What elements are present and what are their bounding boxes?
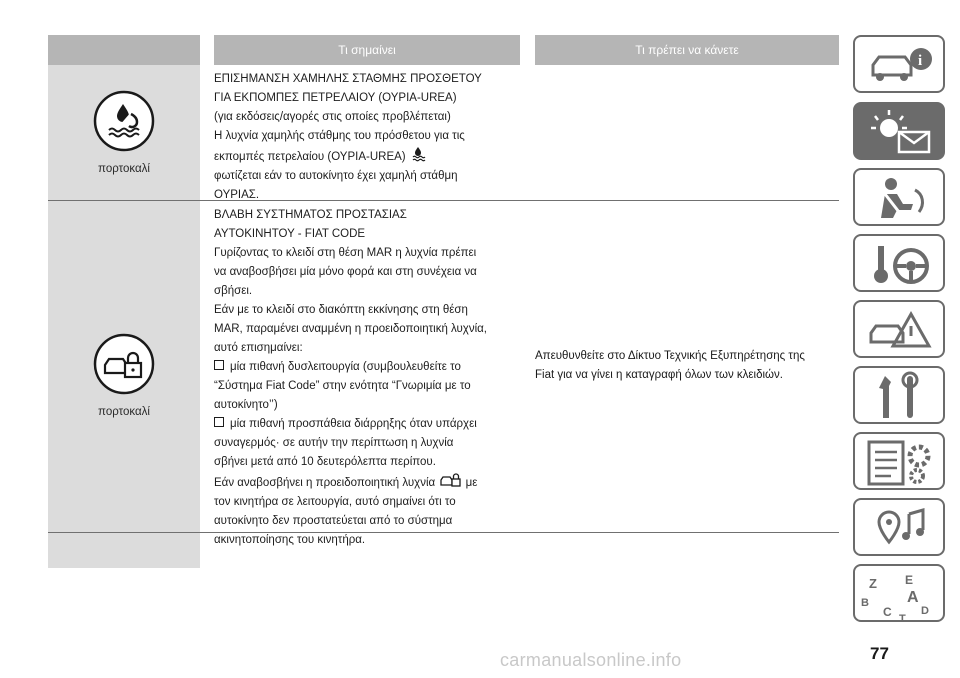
wrench-icon bbox=[855, 368, 947, 426]
row1-line7: ΟΥΡΙΑΣ. bbox=[214, 189, 260, 201]
header-meaning: Τι σημαίνει bbox=[214, 35, 520, 65]
car-info-tab[interactable] bbox=[853, 35, 945, 93]
row2-line14: σβήνει μετά από 10 δευτερόλεπτα περίπου. bbox=[214, 456, 436, 468]
svg-text:E: E bbox=[905, 573, 914, 587]
checkbox-bullet-icon bbox=[214, 417, 224, 427]
row2-line11: αυτοκίνητο’’) bbox=[214, 399, 278, 411]
row2-line4: να αναβοσβήσει μία μόνο φορά και στη συνέχεια να bbox=[214, 266, 477, 278]
svg-text:Z: Z bbox=[869, 576, 877, 591]
row1-color-label: πορτοκαλί bbox=[98, 163, 150, 175]
row2-action-text bbox=[535, 347, 845, 385]
key-steering-wheel-icon bbox=[855, 236, 947, 294]
satnav-music-icon bbox=[855, 500, 947, 558]
warning-lights-tab[interactable] bbox=[853, 102, 945, 160]
row2-line15: Εάν αναβοσβήνει η προειδοποιητική λυχνία με bbox=[214, 472, 524, 493]
seatbelt-airbag-icon bbox=[855, 170, 947, 228]
watermark: carmanualsonline.info bbox=[500, 650, 682, 670]
fuel-additive-inline-icon bbox=[411, 146, 427, 162]
warning-lights-message-icon bbox=[855, 104, 947, 162]
bullet-item-2: μία πιθανή προσπάθεια διάρρηξης όταν υπάρχει bbox=[214, 415, 524, 434]
row1-title-line1: ΕΠΙΣΗΜΑΝΣΗ ΧΑΜΗΛΗΣ ΣΤΑΘΜΗΣ ΠΡΟΣΘΕΤΟΥ bbox=[214, 73, 482, 85]
alphabet-index-icon bbox=[855, 566, 947, 624]
header-icon-column bbox=[48, 35, 200, 65]
svg-text:C: C bbox=[883, 605, 892, 619]
fuel-additive-level-icon bbox=[93, 90, 155, 152]
row2-line8: αυτό επισημαίνει: bbox=[214, 342, 303, 354]
document-gears-icon bbox=[855, 434, 947, 492]
immobilizer-fault-icon bbox=[93, 333, 155, 395]
maintenance-tab[interactable] bbox=[853, 366, 945, 424]
row2-line5: σβήσει. bbox=[214, 285, 253, 297]
technical-data-tab[interactable] bbox=[853, 432, 945, 490]
index-tab[interactable] bbox=[853, 564, 945, 622]
row1-meaning-text bbox=[214, 70, 524, 205]
starting-driving-tab[interactable] bbox=[853, 234, 945, 292]
car-info-icon bbox=[855, 37, 947, 95]
row2-line16: τον κινητήρα σε λειτουργία, αυτό σημαίνει ότι το bbox=[214, 496, 456, 508]
svg-text:D: D bbox=[921, 605, 929, 617]
row1-icon-wrap bbox=[48, 90, 200, 175]
svg-text:i: i bbox=[918, 53, 923, 69]
header-action: Τι πρέπει να κάνετε bbox=[535, 35, 839, 65]
row1-line5: εκπομπές πετρελαίου (ΟΥΡΙΑ-UREA) bbox=[214, 146, 524, 167]
row2-line18: ακινητοποίησης του κινητήρα. bbox=[214, 534, 366, 546]
checkbox-bullet-icon bbox=[214, 360, 224, 370]
action-line2: Fiat για να γίνει η καταγραφή όλων των κλειδιών. bbox=[535, 369, 783, 381]
row2-line17: αυτοκίνητο δεν προστατεύεται από το σύστημα bbox=[214, 515, 453, 527]
row2-title-line1: ΒΛΑΒΗ ΣΥΣΤΗΜΑΤΟΣ ΠΡΟΣΤΑΣΙΑΣ bbox=[214, 209, 407, 221]
row2-line10: “Σύστημα Fiat Code” στην ενότητα “Γνωριμία με το bbox=[214, 380, 471, 392]
emergency-tab[interactable] bbox=[853, 300, 945, 358]
row1-line3: (για εκδόσεις/αγορές στις οποίες προβλέπεται) bbox=[214, 111, 451, 123]
bullet-item-1: μία πιθανή δυσλειτουργία (συμβουλευθείτε το bbox=[214, 358, 524, 377]
warning-triangle-car-icon bbox=[855, 302, 947, 360]
row1-line6: φωτίζεται εάν το αυτοκίνητο έχει χαμηλή στάθμη bbox=[214, 170, 458, 182]
row2-color-label: πορτοκαλί bbox=[98, 406, 150, 418]
row1-line4: Η λυχνία χαμηλής στάθμης του πρόσθετου για τις bbox=[214, 130, 465, 142]
action-line1: Απευθυνθείτε στο Δίκτυο Τεχνικής Εξυπηρέτησης της bbox=[535, 350, 805, 362]
page-number: 77 bbox=[870, 644, 889, 663]
row2-line7: MAR, παραμένει αναμμένη η προειδοποιητική λυχνία, bbox=[214, 323, 487, 335]
row2-line13: συναγερμός· σε αυτήν την περίπτωση η λυχνία bbox=[214, 437, 454, 449]
safety-tab[interactable] bbox=[853, 168, 945, 226]
immobilizer-inline-icon bbox=[440, 472, 462, 488]
row2-title-line2: ΑΥΤΟΚΙΝΗΤΟΥ - FIAT CODE bbox=[214, 228, 366, 240]
row2-line6: Εάν με το κλειδί στο διακόπτη εκκίνησης στη θέση bbox=[214, 304, 468, 316]
svg-text:A: A bbox=[907, 589, 919, 606]
row1-title-line2: ΓΙΑ ΕΚΠΟΜΠΕΣ ΠΕΤΡΕΛΑΙΟΥ (ΟΥΡΙΑ-UREA) bbox=[214, 92, 457, 104]
row2-meaning-text bbox=[214, 206, 524, 550]
multimedia-tab[interactable] bbox=[853, 498, 945, 556]
svg-text:B: B bbox=[861, 597, 869, 609]
svg-text:T: T bbox=[899, 613, 906, 624]
row2-line3: Γυρίζοντας το κλειδί στη θέση MAR η λυχνία πρέπει bbox=[214, 247, 477, 259]
row2-icon-wrap bbox=[48, 333, 200, 418]
